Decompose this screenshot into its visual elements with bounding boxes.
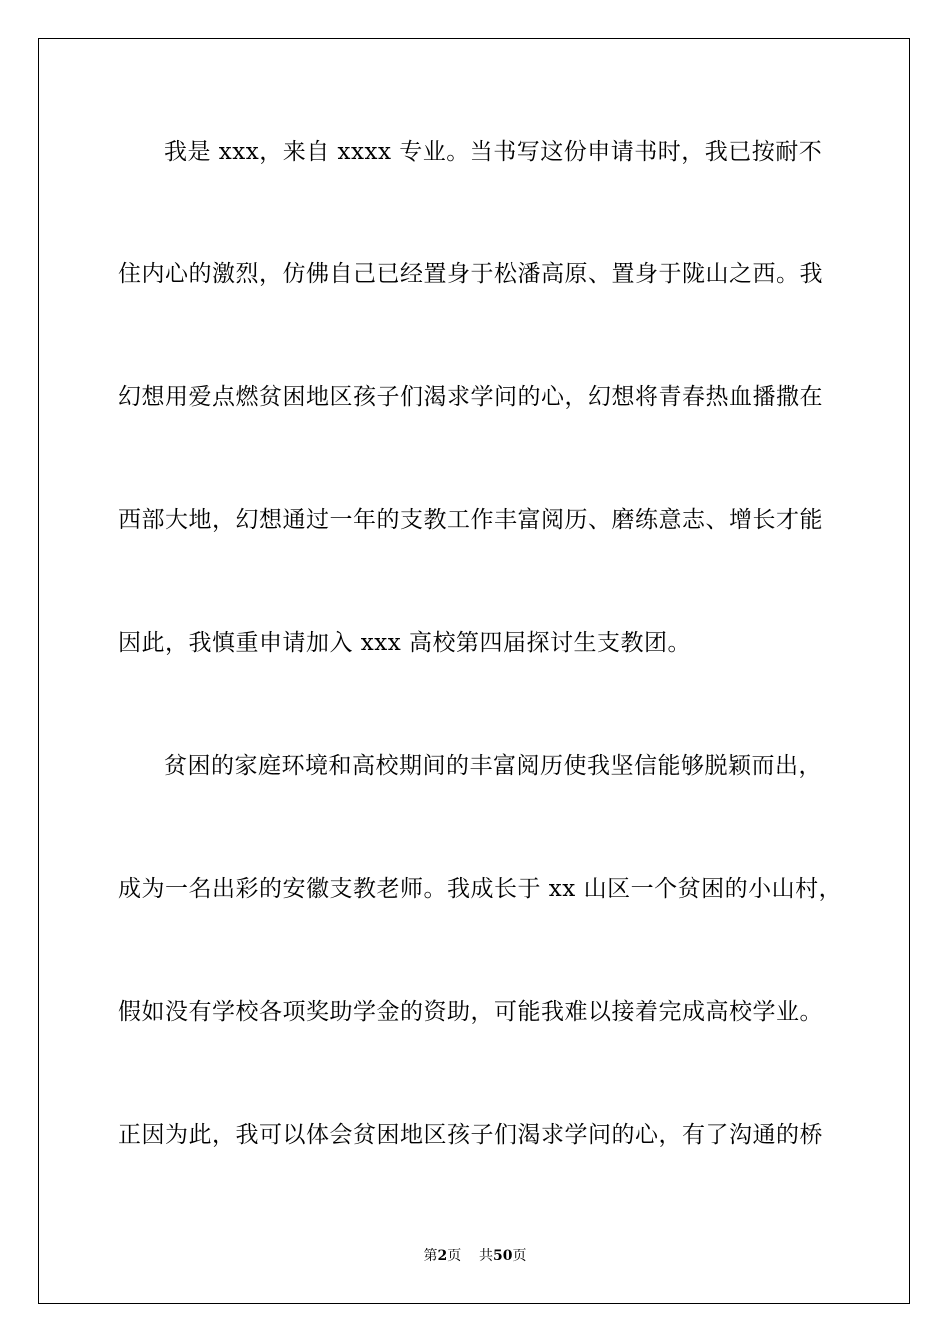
paragraph-1-line-3: 幻想用爱点燃贫困地区孩子们渴求学问的心，幻想将青春热血播撒在 <box>118 384 823 410</box>
total-suffix: 页 <box>512 1248 527 1264</box>
paragraph-1-line-1: 我是 xxx，来自 xxxx 专业。当书写这份申请书时，我已按耐不 <box>164 139 823 165</box>
paragraph-1-line-2: 住内心的激烈，仿佛自己已经置身于松潘高原、置身于陇山之西。我 <box>118 261 823 287</box>
page-border <box>38 38 910 1304</box>
total-prefix: 共 <box>479 1248 494 1264</box>
paragraph-2-line-4: 正因为此，我可以体会贫困地区孩子们渴求学问的心，有了沟通的桥 <box>118 1122 823 1148</box>
total-pages: 50 <box>493 1248 513 1264</box>
paragraph-1-line-4: 西部大地，幻想通过一年的支教工作丰富阅历、磨练意志、增长才能 <box>118 507 823 533</box>
page-footer <box>0 1247 950 1265</box>
paragraph-2-line-3: 假如没有学校各项奖助学金的资助，可能我难以接着完成高校学业。 <box>118 999 823 1025</box>
paragraph-2-line-1: 贫困的家庭环境和高校期间的丰富阅历使我坚信能够脱颖而出， <box>164 753 822 779</box>
page-suffix: 页 <box>447 1248 462 1264</box>
paragraph-1-line-5: 因此，我慎重申请加入 xxx 高校第四届探讨生支教团。 <box>118 630 692 656</box>
page-number: 2 <box>437 1248 448 1264</box>
page-prefix: 第 <box>423 1248 438 1264</box>
paragraph-2-line-2: 成为一名出彩的安徽支教老师。我成长于 xx 山区一个贫困的小山村， <box>118 876 843 902</box>
